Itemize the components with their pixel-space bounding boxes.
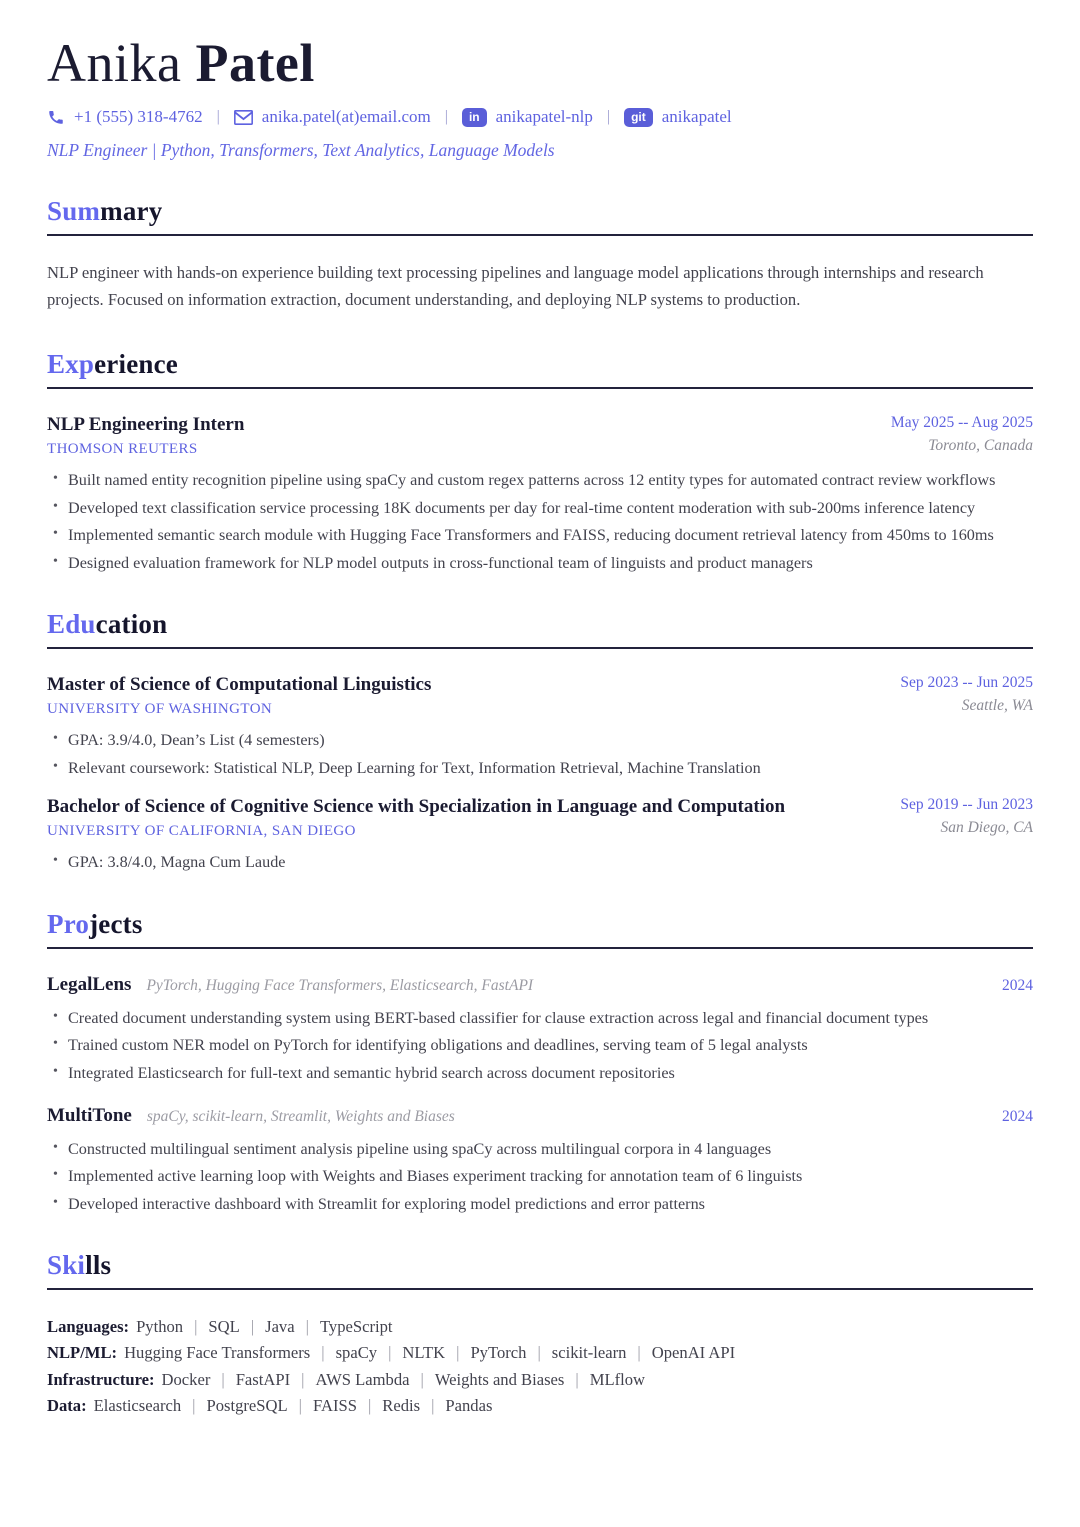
skill-separator: | [537,1343,541,1363]
skill-separator: | [250,1317,255,1337]
project-year: 2024 [1002,976,1033,994]
education-dates: Sep 2023 -- Jun 2025 [900,674,1033,692]
summary-title [47,196,1033,236]
projects-title [47,909,1033,949]
section-education [47,609,1033,874]
skill-item: scikit-learn [551,1343,627,1363]
school-name: UNIVERSITY OF WASHINGTON [47,701,273,718]
skill-row-data [47,1393,1033,1419]
summary-title-accent: Sum [47,196,101,227]
education-title-rest: cation [95,609,168,640]
skill-item: Weights and Biases [434,1369,565,1389]
skill-separator: | [298,1395,302,1415]
last-name: Patel [195,33,315,93]
experience-title-rest: erience [94,349,178,380]
skill-item: FastAPI [235,1369,291,1389]
bullet-item: • Created document understanding system using BERT-based classifier for clause extraction across legal and financial document types [47,1008,1033,1030]
skill-item: Java [265,1317,295,1337]
linkedin-icon: in [462,108,487,127]
phone-icon [47,108,65,126]
section-experience [47,349,1033,574]
skill-separator: | [388,1343,392,1363]
school-name: UNIVERSITY OF CALIFORNIA, SAN DIEGO [47,823,356,840]
skill-separator: | [637,1343,641,1363]
skill-separator: | [221,1369,225,1389]
contact-separator: | [444,108,448,126]
skill-separator: | [456,1343,460,1363]
contact-row [47,107,1033,127]
skill-separator: | [192,1395,196,1415]
skill-label: Infrastructure: [47,1369,155,1389]
section-skills [47,1250,1033,1419]
skill-item: Python [136,1317,184,1337]
skill-separator: | [321,1343,325,1363]
company-name: THOMSON REUTERS [47,441,198,458]
skill-separator: | [431,1395,435,1415]
project-stack: PyTorch, Hugging Face Transformers, Elasticsearch, FastAPI [146,976,534,994]
degree-name: Bachelor of Science of Cognitive Science with Specialization in Language and Computation [47,796,786,818]
summary-title-rest: mary [100,196,163,227]
skill-separator: | [367,1395,372,1415]
skill-label: Languages: [47,1317,130,1337]
experience-entry [47,414,1033,574]
education-location: San Diego, CA [940,819,1033,837]
education-entry [47,796,1033,874]
bullet-item: • Implemented active learning loop with Weights and Biases experiment tracking for annotation team of 6 linguists [47,1166,1033,1188]
skill-item: FAISS [312,1395,357,1415]
education-location: Seattle, WA [961,697,1033,715]
contact-separator: | [606,108,611,126]
education-title-accent: Edu [47,609,96,640]
education-title [47,609,1033,649]
project-name: LegalLens [47,973,132,995]
experience-title-accent: Exp [47,349,95,380]
skill-item: PostgreSQL [206,1395,288,1415]
skill-item: NLTK [402,1343,446,1363]
bullet-item: • GPA: 3.9/4.0, Dean’s List (4 semesters) [47,730,1033,752]
skills-title [47,1250,1033,1290]
job-location: Toronto, Canada [928,437,1033,455]
bullet-item: • GPA: 3.8/4.0, Magna Cum Laude [47,852,1033,874]
bullet-item: • Built named entity recognition pipeline using spaCy and custom regex patterns across 12 entity types for automated contract review workflows [47,470,1033,492]
skill-item: PyTorch [470,1343,527,1363]
skills-title-rest: lls [85,1250,112,1281]
bullet-item: • Developed text classification service processing 18K documents per day for real-time content moderation with sub-200ms inference latency [47,498,1033,520]
education-entry [47,674,1033,779]
skill-item: AWS Lambda [315,1369,410,1389]
bullet-item: • Integrated Elasticsearch for full-text and semantic hybrid search across document repositories [47,1063,1033,1085]
github-icon: git [624,108,653,127]
section-projects [47,909,1033,1215]
skill-row-nlp-ml [47,1340,1033,1366]
project-stack: spaCy, scikit-learn, Streamlit, Weights and Biases [146,1107,455,1125]
job-title: NLP Engineering Intern [47,414,245,436]
bullet-item: • Designed evaluation framework for NLP model outputs in cross-functional team of linguists and product managers [47,553,1033,575]
skill-item: Elasticsearch [93,1395,182,1415]
bullet-item: • Constructed multilingual sentiment analysis pipeline using spaCy across multilingual corpora in 4 languages [47,1139,1033,1161]
project-entry [47,1105,1033,1216]
project-name: MultiTone [47,1104,132,1126]
skill-label: NLP/ML: [47,1343,118,1363]
education-bullets [47,730,1033,779]
project-entry [47,974,1033,1085]
skill-row-infrastructure [47,1367,1033,1393]
phone-link[interactable]: +1 (555) 318-4762 [74,107,203,127]
experience-title [47,349,1033,389]
projects-title-accent: Pro [47,908,90,939]
email-link[interactable]: anika.patel(at)email.com [261,107,431,127]
skill-item: MLflow [589,1369,646,1389]
project-bullets [47,1139,1033,1216]
education-bullets [47,852,1033,874]
skill-item: spaCy [335,1343,378,1363]
experience-bullets [47,470,1033,574]
skills-title-accent: Ski [47,1250,86,1281]
skill-separator: | [420,1369,424,1389]
project-year: 2024 [1002,1107,1033,1125]
github-link[interactable]: anikapatel [661,107,732,127]
bullet-item: • Implemented semantic search module with Hugging Face Transformers and FAISS, reducing document retrieval latency from 450ms to 160ms [47,525,1033,547]
skill-item: Hugging Face Transformers [124,1343,311,1363]
skill-separator: | [194,1317,198,1337]
skill-separator: | [575,1369,579,1389]
tagline: NLP Engineer | Python, Transformers, Text Analytics, Language Models [47,140,555,161]
linkedin-link[interactable]: anikapatel-nlp [495,107,593,127]
contact-separator: | [216,108,220,126]
skill-item: Redis [382,1395,421,1415]
summary-text: NLP engineer with hands-on experience building text processing pipelines and language model applications through internships and research projects. Focused on information extraction, document understanding, and deploying NLP systems to production. [47,263,984,310]
first-name: Anika [47,33,182,93]
bullet-item: • Developed interactive dashboard with Streamlit for exploring model predictions and error patterns [47,1194,1033,1216]
bullet-item: • Relevant coursework: Statistical NLP, Deep Learning for Text, Information Retrieval, Machine Translation [47,758,1033,780]
skill-item: Docker [161,1369,211,1389]
skill-item: TypeScript [319,1317,393,1337]
email-icon [234,110,253,125]
bullet-item: • Trained custom NER model on PyTorch for identifying obligations and deadlines, serving team of 5 legal analysts [47,1035,1033,1057]
skill-item: SQL [208,1317,240,1337]
degree-name: Master of Science of Computational Linguistics [47,674,432,696]
resume-header [47,34,1033,161]
page-title [47,34,1033,92]
skill-separator: | [305,1317,309,1337]
project-bullets [47,1008,1033,1085]
skill-item: Pandas [445,1395,493,1415]
skill-item: OpenAI API [651,1343,736,1363]
projects-title-rest: jects [89,908,143,939]
experience-entry-head [47,414,1033,458]
skill-row-languages [47,1314,1033,1340]
skill-label: Data: [47,1395,87,1415]
job-dates: May 2025 -- Aug 2025 [890,414,1033,432]
skills-block [47,1314,1033,1419]
section-summary [47,196,1033,314]
skill-separator: | [301,1369,305,1389]
education-dates: Sep 2019 -- Jun 2023 [900,796,1033,814]
